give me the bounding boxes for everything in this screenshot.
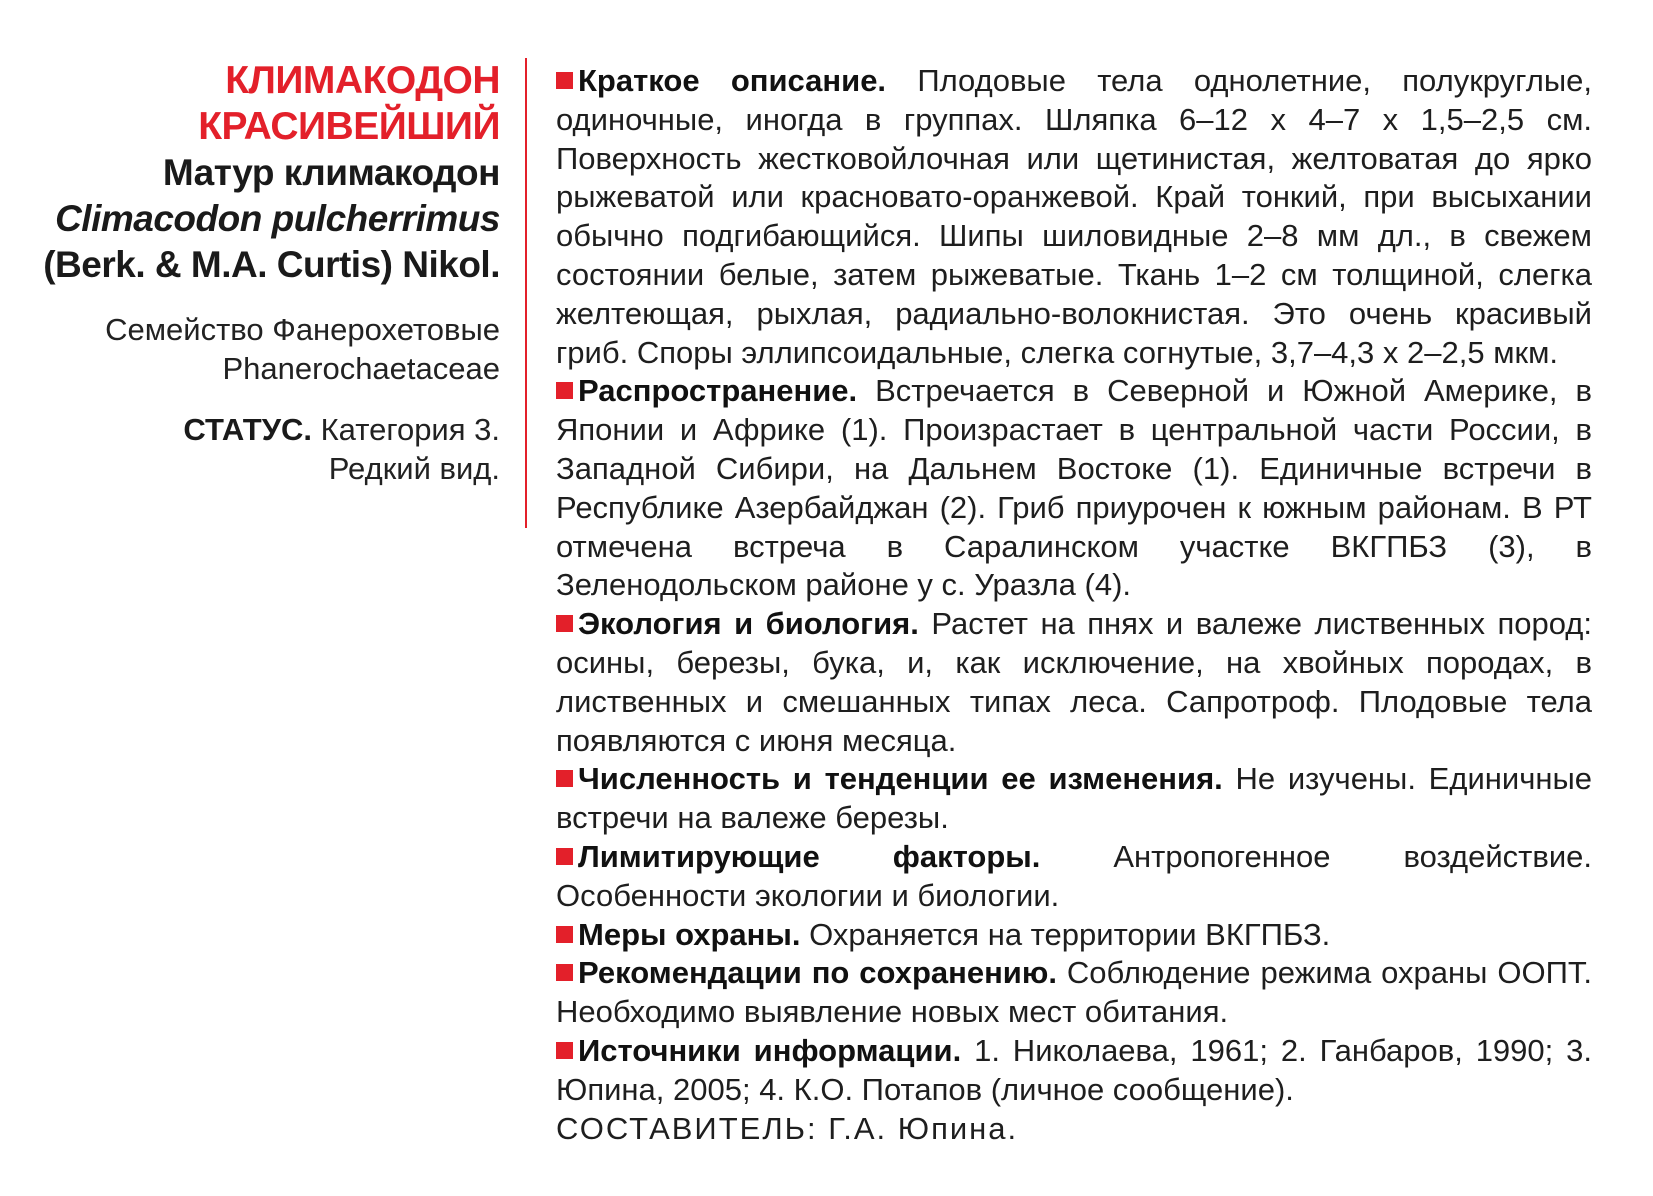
- status-category: Категория 3.: [312, 412, 500, 447]
- section-text: Не изучены. Единичные встречи на валеже березы.: [556, 761, 1592, 836]
- red-square-bullet-icon: [556, 848, 573, 865]
- section-text: Встречается в Северной и Южной Америке, в Японии и Африке (1). Произрастает в центральной части России, в Западной Сибири, на Дальнем Востоке (1). Единичные встречи в Республике Азербайджан (2). Гриб приурочен к южным районам. В РТ отмечена встреча в Саралинском участке ВКГПБЗ (3), в Зеленодольском районе у с. Уразла (4).: [556, 373, 1592, 603]
- section-description: [556, 62, 1592, 372]
- section-heading: Лимитирующие факторы.: [578, 838, 1041, 874]
- species-name-local: Матур климакодон: [162, 152, 500, 193]
- red-square-bullet-icon: [556, 72, 573, 89]
- article-body: [556, 62, 1592, 1148]
- section-text: 1. Николаева, 1961; 2. Ганбаров, 1990; 3. Юпина, 2005; 4. К.О. Потапов (личное сообщение).: [556, 1032, 1592, 1107]
- species-name-ru-line1: КЛИМАКОДОН: [225, 59, 500, 102]
- red-square-bullet-icon: [556, 615, 573, 632]
- species-author: (Berk. & M.A. Curtis) Nikol.: [43, 244, 500, 285]
- section-abundance: [556, 760, 1592, 838]
- section-heading: Краткое описание.: [578, 63, 887, 98]
- section-heading: Источники информации.: [578, 1032, 962, 1068]
- section-heading: Экология и биология.: [578, 606, 919, 642]
- section-ecology: [556, 605, 1592, 760]
- section-text: Охраняется на территории ВКГПБЗ.: [800, 916, 1331, 952]
- status-block: [40, 410, 500, 488]
- family-block: [40, 310, 500, 388]
- red-square-bullet-icon: [556, 382, 573, 399]
- family-name-latin: Phanerochaetaceae: [222, 351, 500, 386]
- red-square-bullet-icon: [556, 926, 573, 943]
- red-square-bullet-icon: [556, 770, 573, 787]
- section-text: Соблюдение режима охраны ООПТ. Необходимо выявление новых мест обитания.: [556, 955, 1592, 1030]
- section-text: Растет на пнях и валеже лиственных пород: осины, березы, бука, и, как исключение, на хвойных породах, в лиственных и смешанных типах леса. Сапротроф. Плодовые тела появляются с июня месяца.: [556, 606, 1592, 758]
- section-recommendations: [556, 954, 1592, 1032]
- section-protection: [556, 916, 1592, 955]
- section-distribution: [556, 372, 1592, 605]
- species-name-ru-line2: КРАСИВЕЙШИЙ: [198, 105, 500, 148]
- red-square-bullet-icon: [556, 1042, 573, 1059]
- species-name-latin: Climacodon pulcherrimus: [55, 198, 500, 239]
- section-text: Антропогенное воздействие. Особенности экологии и биологии.: [556, 838, 1592, 913]
- section-heading: Распространение.: [578, 373, 858, 409]
- status-label: СТАТУС.: [183, 412, 312, 447]
- section-sources: [556, 1032, 1592, 1110]
- section-text: Плодовые тела однолетние, полукруглые, одиночные, иногда в группах. Шляпка 6–12 х 4–7 х 1,5–2,5 см. Поверхность жестковойлочная или щетинистая, желтоватая до ярко рыжеватой или красновато-оранжевой. Край тонкий, при высыхании обычно подгибающийся. Шипы шиловидные 2–8 мм дл., в свежем состоянии белые, затем рыжеватые. Ткань 1–2 см толщиной, слегка желтеющая, рыхлая, радиально-волокнистая. Это очень красивый гриб. Споры эллипсоидальные, слегка согнутые, 3,7–4,3 х 2–2,5 мкм.: [556, 63, 1593, 370]
- compiler-line: СОСТАВИТЕЛЬ: Г.А. Юпина.: [556, 1110, 1019, 1146]
- section-heading: Меры охраны.: [578, 916, 801, 952]
- red-square-bullet-icon: [556, 964, 573, 981]
- family-name-ru: Семейство Фанерохетовые: [105, 312, 500, 347]
- red-divider: [525, 58, 527, 528]
- section-limiting-factors: [556, 838, 1592, 916]
- species-header: [40, 58, 500, 488]
- status-note: Редкий вид.: [328, 451, 500, 486]
- section-heading: Рекомендации по сохранению.: [578, 955, 1057, 991]
- section-heading: Численность и тенденции ее изменения.: [578, 761, 1223, 797]
